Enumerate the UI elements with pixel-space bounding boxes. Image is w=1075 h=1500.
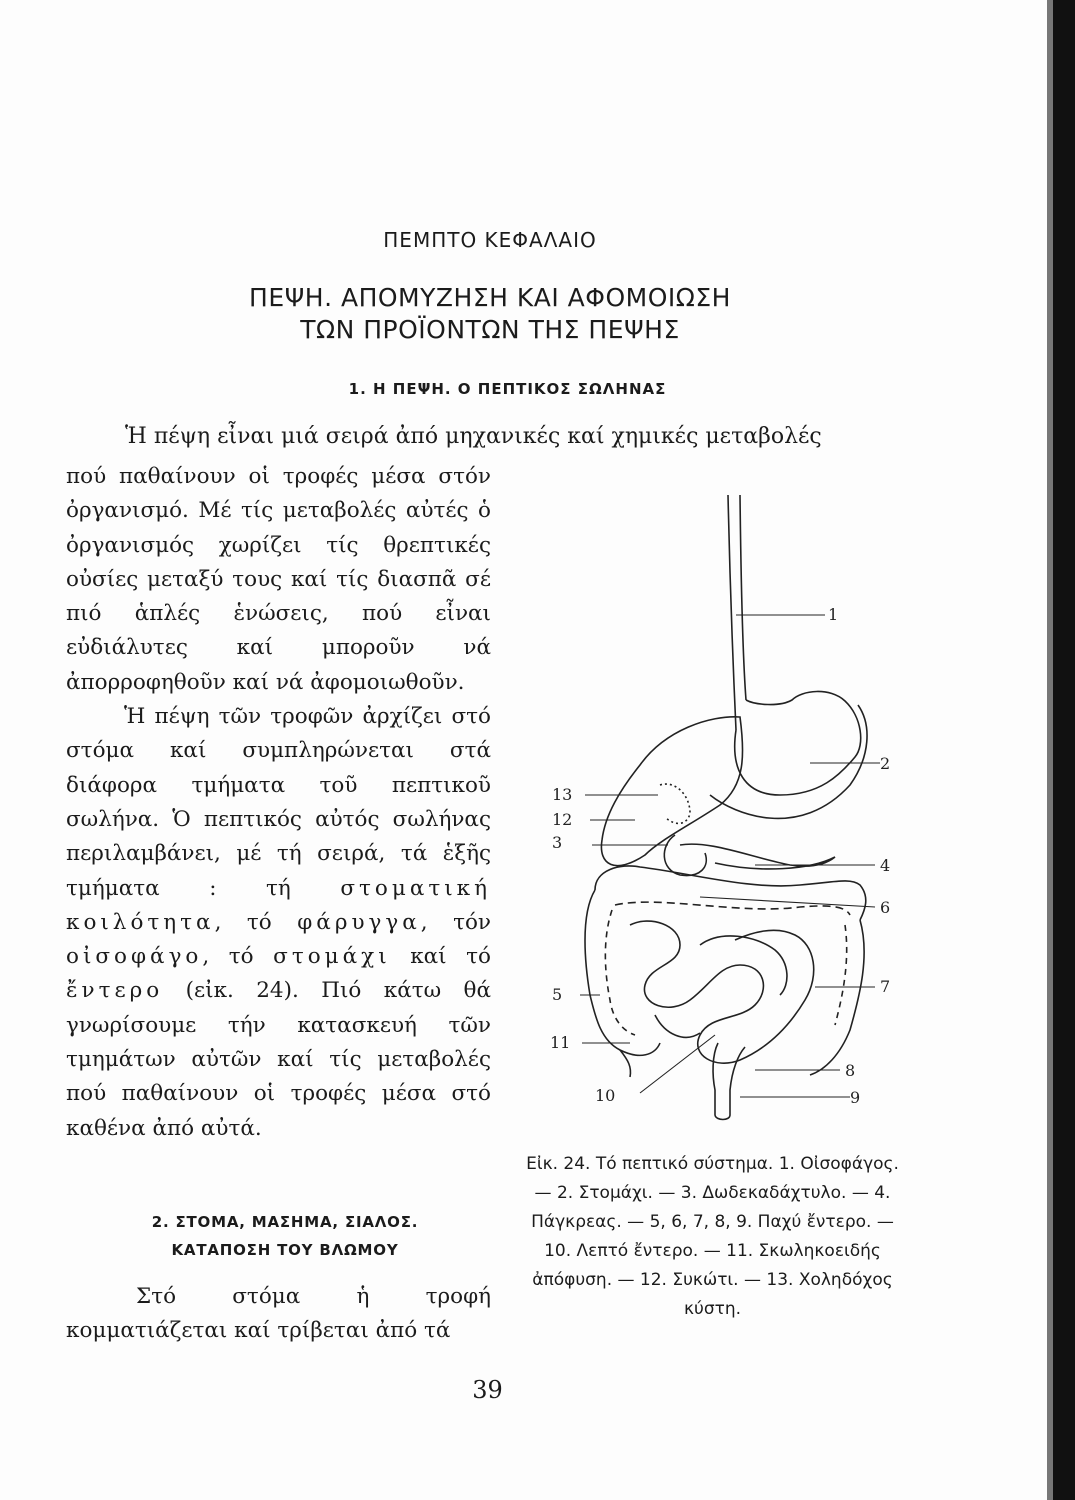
small-intestine-shape [630, 921, 814, 1063]
stomach-shape [735, 691, 861, 795]
chapter-title-line2: ΤΩΝ ΠΡΟΪΟΝΤΩΝ ΤΗΣ ΠΕΨΗΣ [300, 315, 680, 344]
paragraph2-sep2: , τόν [420, 909, 491, 935]
section2-heading [100, 1208, 470, 1264]
paragraph3: Στό στόμα ἡ τροφή κομματιάζεται καί τρίβεται ἀπό τά [66, 1284, 491, 1343]
body-column-2 [66, 1280, 491, 1348]
figure-label-8: 8 [845, 1061, 856, 1080]
section2-heading-line2: ΚΑΤΑΠΟΣΗ ΤΟΥ ΒΛΩΜΟΥ [171, 1241, 399, 1259]
figure-label-13: 13 [552, 785, 573, 804]
stomach-shape-lower [710, 705, 867, 818]
ascending-colon-inner [605, 910, 635, 1035]
chapter-title [0, 282, 980, 346]
rectum-shape [713, 1043, 745, 1120]
figure-label-6: 6 [880, 898, 891, 917]
transverse-colon-shape [595, 866, 866, 920]
figure-label-12: 12 [552, 810, 573, 829]
chapter-title-line1: ΠΕΨΗ. ΑΠΟΜΥΖΗΣΗ ΚΑΙ ΑΦΟΜΟΙΩΣΗ [249, 283, 731, 312]
figure-label-5: 5 [552, 985, 563, 1004]
term-intestine: ἔντερο [66, 978, 164, 1004]
section2-heading-line1: 2. ΣΤΟΜΑ, ΜΑΣΗΜΑ, ΣΙΑΛΟΣ. [151, 1213, 419, 1231]
figure-caption: Εἰκ. 24. Τό πεπτικό σύστημα. 1. Οἰσοφάγος. — 2. Στομάχι. — 3. Δωδεκαδάχτυλο. — 4. Πάγκρεας. — 5, 6, 7, 8, 9. Παχύ ἔντερο. — 10. Λεπτό ἔντερο. — 11. Σκωληκοειδής ἀπόφυση. — 12. Συκώτι. — 13. Χοληδόχος κύστη. [526, 1154, 899, 1319]
body-column [66, 460, 491, 1146]
gallbladder-shape [660, 784, 690, 823]
figure-label-10: 10 [595, 1086, 616, 1105]
descending-colon-shape [810, 920, 864, 1075]
figure-label-2: 2 [880, 754, 891, 773]
chapter-label: ΠΕΜΠΤΟ ΚΕΦΑΛΑΙΟ [383, 228, 597, 252]
paragraph2-text-b: (εἰκ. 24). Πιό κάτω θά γνωρίσουμε τήν κατασκευή τῶν τμημάτων αὐτῶν καί τίς μεταβολές πού παθαίνουν οἱ τροφές μέσα στό καθένα ἀπό αὐτά. [66, 978, 491, 1141]
ascending-colon-shape [585, 890, 660, 1055]
paragraph2-text-a: Ἡ πέψη τῶν τροφῶν ἀρχίζει στό στόμα καί συμπληρώνεται στά διάφορα τμήματα τοῦ πεπτικοῦ σωλήνα. Ὁ πεπτικός αὐτός σωλήνας περιλαμβάνει, μέ τή σειρά, τά ἑξῆς τμήματα : τή [66, 704, 491, 901]
paragraph2 [66, 700, 491, 1146]
paragraph2-sep4: καί τό [390, 944, 491, 970]
figure-label-11: 11 [550, 1033, 571, 1052]
digestive-system-figure [540, 495, 910, 1135]
duodenum-shape [664, 835, 706, 875]
term-esophagus: οἰσοφάγο [66, 944, 203, 970]
figure-label-7: 7 [880, 977, 891, 996]
paragraph1-first-line: Ἡ πέψη εἶναι μιά σειρά ἀπό μηχανικές καί χημικές μεταβολές [125, 424, 822, 449]
figure-label-group [550, 605, 890, 1107]
page-edge [1053, 0, 1075, 1500]
small-intestine-loop-3 [655, 1015, 700, 1037]
esophagus-shape [728, 495, 736, 730]
section1-heading: 1. Η ΠΕΨΗ. Ο ΠΕΠΤΙΚΟΣ ΣΩΛΗΝΑΣ [348, 380, 667, 398]
paragraph1: πού παθαίνουν οἱ τροφές μέσα στόν ὀργανισμό. Μέ τίς μεταβολές αὐτές ὁ ὀργανισμός χωρίζει τίς θρεπτικές οὐσίες μεταξύ τους καί τίς διασπᾶ σέ πιό ἁπλές ἑνώσεις, πού εἶναι εὐδιάλυτες καί μποροῦν νά ἀπορροφηθοῦν καί νά ἀφομοιωθοῦν. [66, 464, 491, 695]
figure-label-1: 1 [828, 605, 839, 624]
page-number: 39 [472, 1376, 503, 1404]
figure-label-4: 4 [880, 856, 891, 875]
paragraph2-sep1: , τό [214, 909, 272, 935]
paragraph2-sep3: , τό [202, 944, 254, 970]
figure-label-3: 3 [552, 833, 563, 852]
descending-colon-inner [835, 925, 847, 1025]
term-oral-cavity: στοματική κοιλότητα [66, 875, 491, 935]
esophagus-shape-inner [740, 495, 746, 700]
figure-label-9: 9 [850, 1088, 861, 1107]
liver-shape [601, 717, 742, 866]
term-stomach: στομάχι [273, 944, 391, 970]
term-pharynx: φάρυγγα [297, 909, 421, 935]
